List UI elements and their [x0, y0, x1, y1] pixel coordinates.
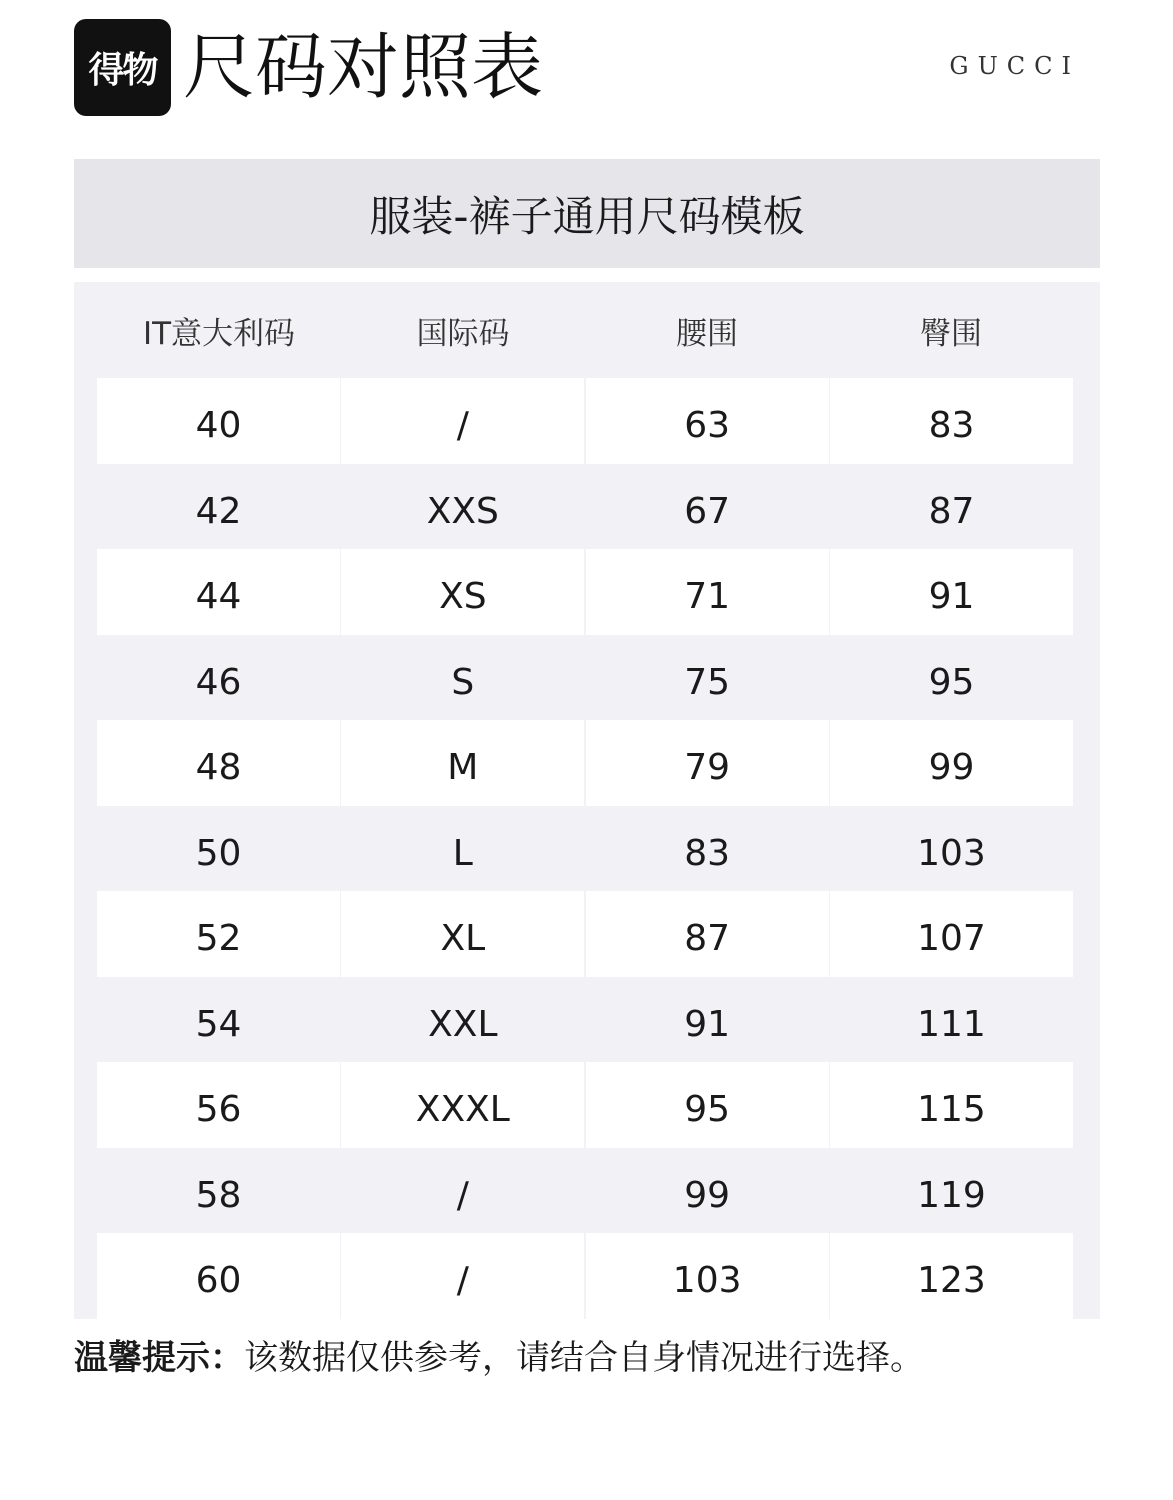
cell-hip: 115 [830, 1062, 1073, 1148]
cell-it-size: 54 [97, 977, 340, 1063]
cell-intl-size: XXL [341, 977, 584, 1063]
cell-intl-size: M [341, 720, 584, 806]
cell-waist: 67 [586, 464, 829, 550]
cell-hip: 83 [830, 378, 1073, 464]
cell-hip: 111 [830, 977, 1073, 1063]
cell-intl-size: XS [341, 549, 584, 635]
table-row [97, 891, 1073, 977]
size-template-title [74, 159, 1100, 268]
column-header-intl-size: 国际码 [416, 315, 510, 352]
cell-intl-size: / [341, 1233, 584, 1319]
cell-hip: 119 [830, 1148, 1073, 1234]
brand-name: GUCCI [949, 52, 1080, 80]
table-row [97, 977, 1073, 1063]
column-header-waist: 腰围 [676, 315, 738, 352]
cell-intl-size: / [341, 1148, 584, 1234]
cell-intl-size: S [341, 635, 584, 721]
cell-waist: 79 [586, 720, 829, 806]
cell-it-size: 58 [97, 1148, 340, 1234]
cell-hip: 99 [830, 720, 1073, 806]
cell-it-size: 48 [97, 720, 340, 806]
tip-note [74, 1330, 924, 1386]
cell-it-size: 44 [97, 549, 340, 635]
cell-it-size: 56 [97, 1062, 340, 1148]
tip-label: 温馨提示： [74, 1338, 244, 1378]
cell-hip: 95 [830, 635, 1073, 721]
cell-intl-size: L [341, 806, 584, 892]
table-row [97, 806, 1073, 892]
table-row [97, 378, 1073, 464]
cell-intl-size: XL [341, 891, 584, 977]
cell-waist: 95 [586, 1062, 829, 1148]
cell-waist: 83 [586, 806, 829, 892]
size-table [74, 282, 1100, 1319]
column-header-hip: 臀围 [920, 315, 982, 352]
page-title: 尺码对照表 [183, 25, 544, 109]
cell-hip: 91 [830, 549, 1073, 635]
cell-waist: 71 [586, 549, 829, 635]
table-body [97, 378, 1073, 1319]
cell-it-size: 52 [97, 891, 340, 977]
cell-it-size: 42 [97, 464, 340, 550]
cell-intl-size: XXXL [341, 1062, 584, 1148]
cell-intl-size: / [341, 378, 584, 464]
table-row [97, 1233, 1073, 1319]
cell-waist: 87 [586, 891, 829, 977]
cell-it-size: 40 [97, 378, 340, 464]
cell-intl-size: XXS [341, 464, 584, 550]
table-row [97, 1062, 1073, 1148]
cell-it-size: 60 [97, 1233, 340, 1319]
cell-hip: 107 [830, 891, 1073, 977]
column-header-it-size: IT意大利码 [142, 315, 296, 352]
cell-hip: 103 [830, 806, 1073, 892]
cell-it-size: 50 [97, 806, 340, 892]
cell-hip: 123 [830, 1233, 1073, 1319]
tip-text: 该数据仅供参考，请结合自身情况进行选择。 [244, 1338, 924, 1378]
cell-waist: 103 [586, 1233, 829, 1319]
cell-waist: 99 [586, 1148, 829, 1234]
table-row [97, 464, 1073, 550]
cell-it-size: 46 [97, 635, 340, 721]
table-header [97, 282, 1073, 378]
size-template-title-text: 服装-裤子通用尺码模板 [369, 191, 805, 241]
cell-waist: 75 [586, 635, 829, 721]
cell-waist: 63 [586, 378, 829, 464]
cell-waist: 91 [586, 977, 829, 1063]
table-row [97, 1148, 1073, 1234]
cell-hip: 87 [830, 464, 1073, 550]
table-row [97, 549, 1073, 635]
table-row [97, 635, 1073, 721]
table-row [97, 720, 1073, 806]
dewu-logo: 得物 [74, 19, 171, 116]
